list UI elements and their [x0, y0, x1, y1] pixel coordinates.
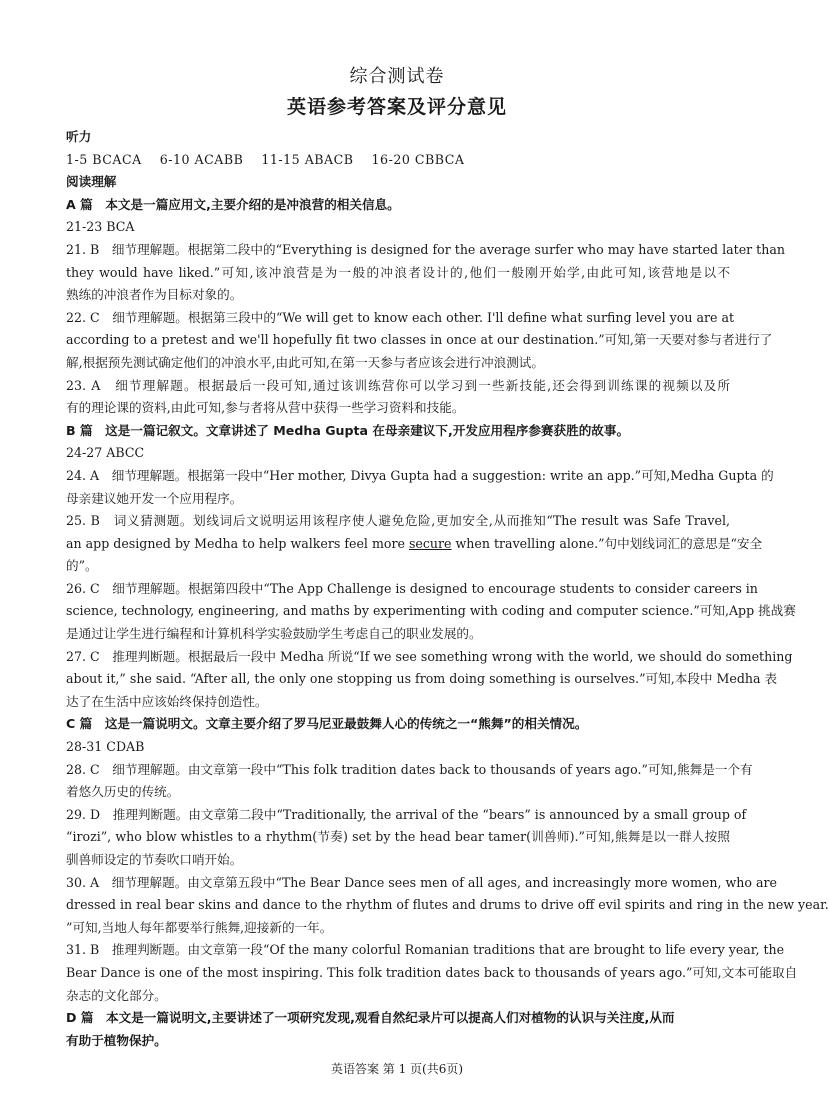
item-line: science, technology, engineering, and maths by experimenting with coding and computer science.”可知,App 挑战赛 [66, 603, 796, 619]
answer-item-31 [66, 939, 798, 1007]
item-line: 有的理论课的资料,由此可知,参与者将从营中获得一些学习资料和技能。 [66, 400, 465, 416]
item-line: 的”。 [66, 558, 98, 574]
section-c-intro: C 篇 这是一篇说明文。文章主要介绍了罗马尼亚最鼓舞人心的传统之一“熊舞”的相关情况。 [66, 716, 588, 732]
item-line: 熟练的冲浪者作为目标对象的。 [66, 287, 243, 303]
section-d-intro-line-1: D 篇 本文是一篇说明文,主要讲述了一项研究发现,观看自然纪录片可以提高人们对植物的认识与关注度,从而 [66, 1010, 675, 1026]
item-line: 达了在生活中应该始终保持创造性。 [66, 693, 268, 709]
answer-item-25 [66, 510, 763, 578]
answer-item-28 [66, 759, 753, 804]
answer-item-26 [66, 578, 796, 646]
item-line: 31. B 推理判断题。由文章第一段“Of the many colorful Romanian traditions that are brought to life every year, the [66, 942, 785, 958]
page-title: 综合测试卷 [349, 66, 445, 87]
item-line: 24. A 细节理解题。根据第一段中“Her mother, Divya Gupta had a suggestion: write an app.”可知,Medha Gupta 的 [66, 467, 774, 483]
item-line: “irozi”, who blow whistles to a rhythm(节奏) set by the head bear tamer(训兽师).”可知,熊舞是以一群人按照 [66, 829, 730, 845]
item-line: 30. A 细节理解题。由文章第五段中“The Bear Dance sees men of all ages, and increasingly more women, who are [66, 874, 777, 890]
item-line: 21. B 细节理解题。根据第二段中的“Everything is designed for the average surfer who may have started later than [66, 241, 785, 257]
item-line: according to a pretest and we'll hopefully fit two classes in once at our destination.”可知,第一天要对参与者进行了 [66, 332, 773, 348]
answer-item-21 [66, 239, 785, 307]
item-line: 22. C 细节理解题。根据第三段中的“We will get to know each other. I'll define what surfing level you are at [66, 309, 735, 325]
section-c-keys: 28-31 CDAB [66, 739, 145, 755]
item-line: about it,” she said. “After all, the only one stopping us from doing something is ourselves.”可知,本段中 Medha 表 [66, 671, 778, 687]
section-b-keys: 24-27 ABCC [66, 445, 145, 461]
answer-content [66, 126, 829, 1052]
answer-item-27 [66, 646, 793, 714]
section-a-intro: A 篇 本文是一篇应用文,主要介绍的是冲浪营的相关信息。 [66, 196, 400, 212]
item-line: Bear Dance is one of the most inspiring. This folk tradition dates back to thousands of years ago.”可知,文本可能取自 [66, 964, 798, 980]
listening-heading: 听力 [66, 129, 92, 144]
item-line: 是通过让学生进行编程和计算机科学实验鼓励学生考虑自己的职业发展的。 [66, 626, 482, 642]
item-line-underlined: an app designed by Medha to help walkers feel more secure when travelling alone.”句中划线词汇的意思是“安全 [66, 535, 763, 551]
item-line: 25. B 词义猜测题。划线词后文说明运用该程序使人避免危险,更加安全,从而推知“The result was Safe Travel, [66, 513, 730, 529]
item-line: 解,根据预先测试确定他们的冲浪水平,由此可知,在第一天参与者应该会进行冲浪测试。 [66, 354, 544, 370]
item-line: 着悠久历史的传统。 [66, 784, 180, 800]
section-d-intro-line-2: 有助于植物保护。 [66, 1032, 167, 1048]
item-line: 杂志的文化部分。 [66, 987, 167, 1003]
item-line: 28. C 细节理解题。由文章第一段中“This folk tradition dates back to thousands of years ago.”可知,熊舞是一个有 [66, 761, 753, 777]
item-line: 驯兽师设定的节奏吹口哨开始。 [66, 852, 243, 867]
item-line: 23. A 细节理解题。根据最后一段可知,通过该训练营你可以学习到一些新技能,还会得到训练课的视频以及所 [66, 377, 730, 393]
page-footer: 英语答案 第 1 页(共6页) [330, 1062, 464, 1076]
answer-item-24 [66, 465, 774, 510]
item-line: 27. C 推理判断题。根据最后一段中 Medha 所说“If we see something wrong with the world, we should do something [66, 648, 793, 664]
item-line: they would have liked.”可知,该冲浪营是为一般的冲浪者设计的,他们一般刚开始学,由此可知,该营地是以不 [66, 264, 730, 280]
listening-answers: 1-5 BCACA 6-10 ACABB 11-15 ABACB 16-20 CBBCA [66, 151, 465, 167]
reading-heading: 阅读理解 [66, 174, 117, 190]
page-subtitle: 英语参考答案及评分意见 [286, 96, 507, 118]
item-line: ”可知,当地人每年都要举行熊舞,迎接新的一年。 [66, 919, 333, 935]
item-line: 29. D 推理判断题。由文章第二段中“Traditionally, the arrival of the “bears” is announced by a small group of [66, 806, 747, 822]
section-b-intro: B 篇 这是一篇记叙文。文章讲述了 Medha Gupta 在母亲建议下,开发应用程序参赛获胜的故事。 [66, 422, 630, 438]
underlined-word: secure [408, 535, 452, 551]
answer-item-29 [66, 804, 747, 872]
item-line: 母亲建议她开发一个应用程序。 [66, 490, 243, 506]
section-a-keys: 21-23 BCA [66, 219, 135, 235]
answer-item-22 [66, 307, 773, 375]
item-line: 26. C 细节理解题。根据第四段中“The App Challenge is designed to encourage students to consider careers in [66, 580, 758, 596]
item-line: dressed in real bear skins and dance to the rhythm of flutes and drums to drive off evil spirits and ring in the new year. [66, 897, 829, 913]
answer-item-30 [66, 872, 829, 940]
answer-item-23 [66, 375, 730, 420]
